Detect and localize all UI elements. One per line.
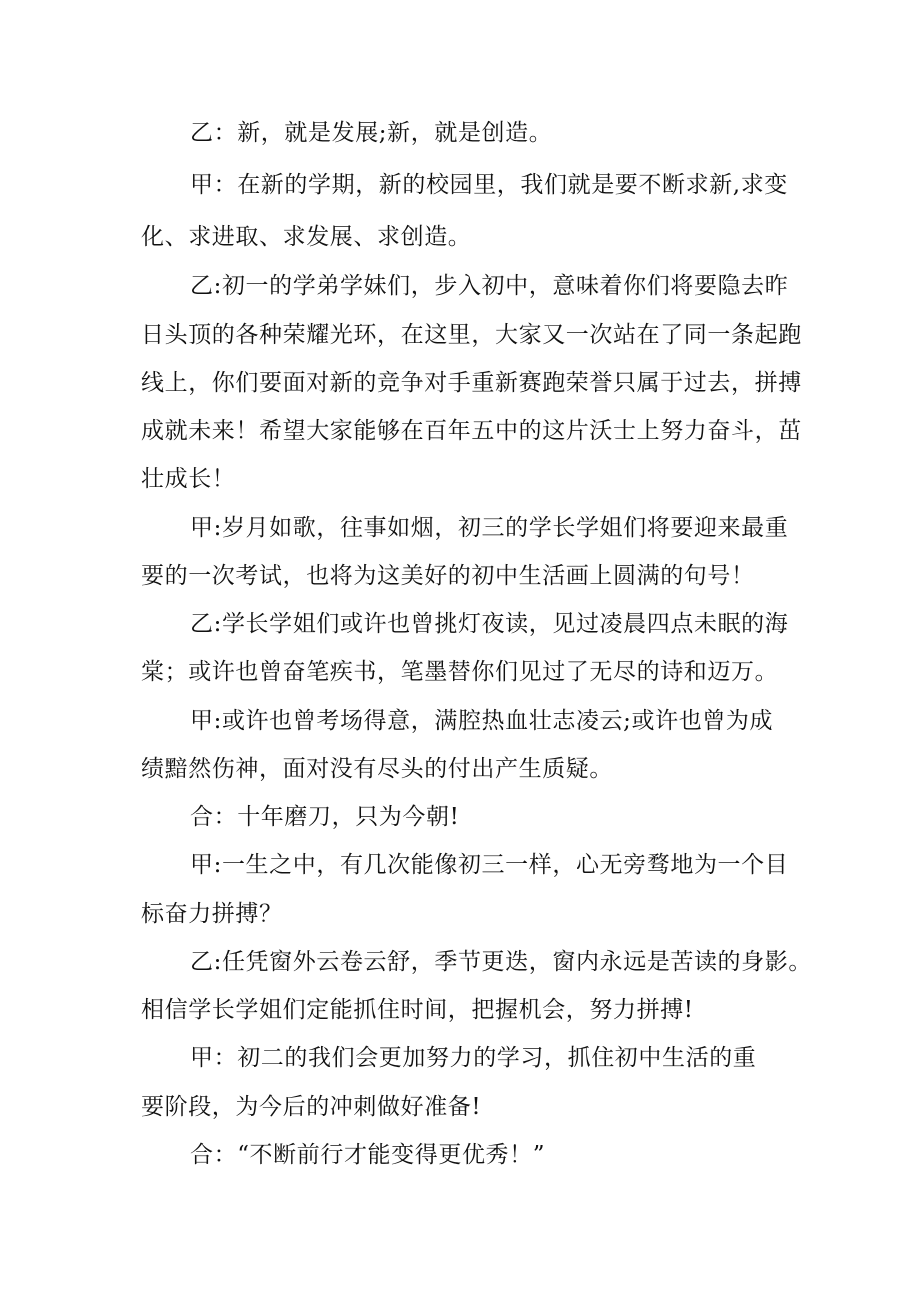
paragraph-11-line-1: 合：“不断前行才能变得更优秀！” <box>190 1142 546 1168</box>
paragraph-3-line-4: 成就未来！希望大家能够在百年五中的这片沃士上努力奋斗，茁 <box>141 418 802 444</box>
paragraph-4-line-2: 要的一次考试，也将为这美好的初中生活画上圆满的句号！ <box>141 563 755 589</box>
paragraph-4-line-1: 甲:岁月如歌，往事如烟，初三的学长学姐们将要迎来最重 <box>190 515 789 541</box>
paragraph-9-line-1: 乙:任凭窗外云卷云舒，季节更迭，窗内永远是苦读的身影。 <box>190 949 812 975</box>
paragraph-8-line-2: 标奋力拼搏？ <box>141 901 283 927</box>
paragraph-1-line-1: 乙：新，就是发展;新，就是创造。 <box>190 120 553 146</box>
paragraph-5-line-1: 乙:学长学姐们或许也曾挑灯夜读，见过凌晨四点未眠的海 <box>190 611 789 637</box>
paragraph-8-line-1: 甲:一生之中，有几次能像初三一样，心无旁骛地为一个目 <box>190 852 789 878</box>
paragraph-9-line-2: 相信学长学姐们定能抓住时间，把握机会，努力拼搏! <box>141 997 694 1023</box>
paragraph-2-line-1: 甲：在新的学期，新的校园里，我们就是要不断求新,求变 <box>190 172 788 198</box>
paragraph-10-line-2: 要阶段，为今后的冲刺做好准备! <box>141 1094 482 1120</box>
paragraph-5-line-2: 棠；或许也曾奋笔疾书，笔墨替你们见过了无尽的诗和迈万。 <box>141 659 779 685</box>
paragraph-2-line-2: 化、求进取、求发展、求创造。 <box>141 224 472 250</box>
paragraph-3-line-3: 线上，你们要面对新的竞争对手重新赛跑荣誉只属于过去，拼搏 <box>141 370 802 396</box>
paragraph-3-line-2: 日头顶的各种荣耀光环，在这里，大家又一次站在了同一条起跑 <box>141 322 802 348</box>
paragraph-10-line-1: 甲：初二的我们会更加努力的学习，抓住初中生活的重 <box>190 1045 757 1071</box>
paragraph-6-line-1: 甲:或许也曾考场得意，满腔热血壮志凌云;或许也曾为成 <box>190 708 774 734</box>
paragraph-3-line-5: 壮成长！ <box>141 466 236 492</box>
paragraph-7-line-1: 合：十年磨刀，只为今朝! <box>190 804 460 830</box>
paragraph-6-line-2: 绩黯然伤神，面对没有尽头的付出产生质疑。 <box>141 756 613 782</box>
paragraph-3-line-1: 乙:初一的学弟学妹们，步入初中，意味着你们将要隐去昨 <box>190 273 789 299</box>
